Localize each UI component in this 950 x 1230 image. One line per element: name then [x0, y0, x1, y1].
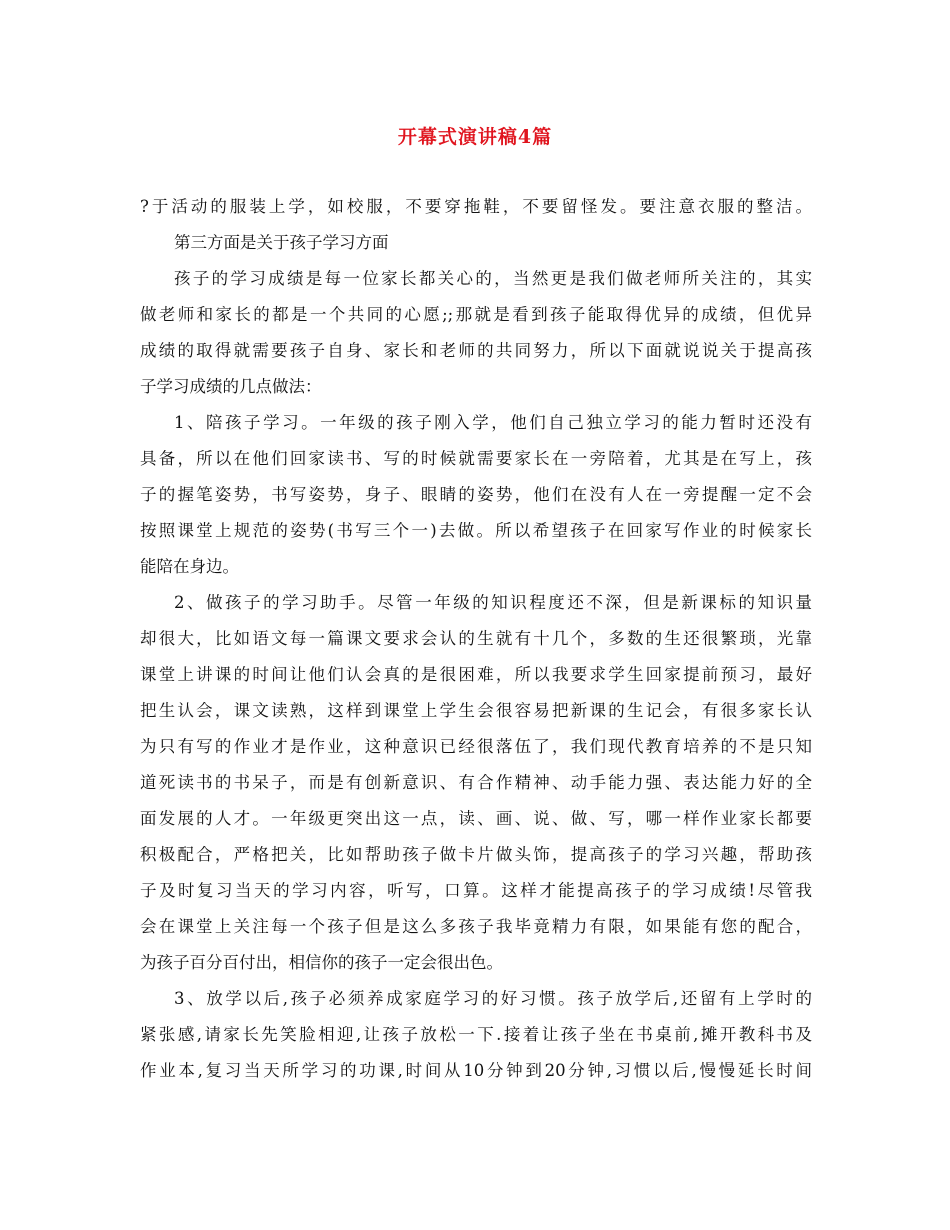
text-line: 却很大，比如语文每一篇课文要求会认的生就有十几个，多数的生还很繁琐，光靠: [140, 629, 812, 648]
text-line: 作业本,复习当天所学习的功课,时间从10分钟到20分钟,习惯以后,慢慢延长时间: [140, 1061, 812, 1080]
text-line: 能陪在身边。: [140, 557, 239, 576]
text-line: 课堂上讲课的时间让他们认会真的是很困难，所以我要求学生回家提前预习，最好: [140, 665, 812, 684]
text-line: 道死读书的书呆子，而是有创新意识、有合作精神、动手能力强、表达能力好的全: [140, 773, 812, 792]
text-line: 2、做孩子的学习助手。尽管一年级的知识程度还不深，但是新课标的知识量: [174, 593, 812, 612]
text-line: 面发展的人才。一年级更突出这一点，读、画、说、做、写，哪一样作业家长都要: [140, 809, 812, 828]
text-line: 做老师和家长的都是一个共同的心愿;;那就是看到孩子能取得优异的成绩，但优异: [140, 305, 812, 324]
text-line: 子的握笔姿势，书写姿势，身子、眼睛的姿势，他们在没有人在一旁提醒一定不会: [140, 485, 812, 504]
text-line: 为孩子百分百付出，相信你的孩子一定会很出色。: [140, 953, 503, 972]
text-line: 具备，所以在他们回家读书、写的时候就需要家长在一旁陪着，尤其是在写上，孩: [140, 449, 812, 468]
text-line: 孩子的学习成绩是每一位家长都关心的，当然更是我们做老师所关注的，其实: [174, 269, 812, 288]
text-line: 子学习成绩的几点做法：: [140, 377, 322, 396]
text-line: 会在课堂上关注每一个孩子但是这么多孩子我毕竟精力有限，如果能有您的配合，: [140, 917, 812, 936]
document-body: [140, 189, 812, 1089]
text-line: 按照课堂上规范的姿势(书写三个一)去做。所以希望孩子在回家写作业的时候家长: [140, 521, 812, 540]
text-line: 子及时复习当天的学习内容，听写，口算。这样才能提高孩子的学习成绩!尽管我: [140, 881, 812, 900]
text-line: ?于活动的服装上学，如校服，不要穿拖鞋，不要留怪发。要注意衣服的整洁。: [140, 197, 812, 216]
text-line: 成绩的取得就需要孩子自身、家长和老师的共同努力，所以下面就说说关于提高孩: [140, 341, 812, 360]
text-line: 把生认会，课文读熟，这样到课堂上学生会很容易把新课的生记会，有很多家长认: [140, 701, 812, 720]
section-heading: 第三方面是关于孩子学习方面: [174, 233, 389, 252]
text-line: 1、陪孩子学习。一年级的孩子刚入学，他们自己独立学习的能力暂时还没有: [174, 413, 812, 432]
text-line: 紧张感,请家长先笑脸相迎,让孩子放松一下.接着让孩子坐在书桌前,摊开教科书及: [140, 1025, 812, 1044]
text-line: 为只有写的作业才是作业，这种意识已经很落伍了，我们现代教育培养的不是只知: [140, 737, 812, 756]
text-line: 积极配合，严格把关，比如帮助孩子做卡片做头饰，提高孩子的学习兴趣，帮助孩: [140, 845, 812, 864]
text-line: 3、放学以后,孩子必须养成家庭学习的好习惯。孩子放学后,还留有上学时的: [174, 989, 812, 1008]
document-title: 开幕式演讲稿4篇: [397, 126, 553, 148]
